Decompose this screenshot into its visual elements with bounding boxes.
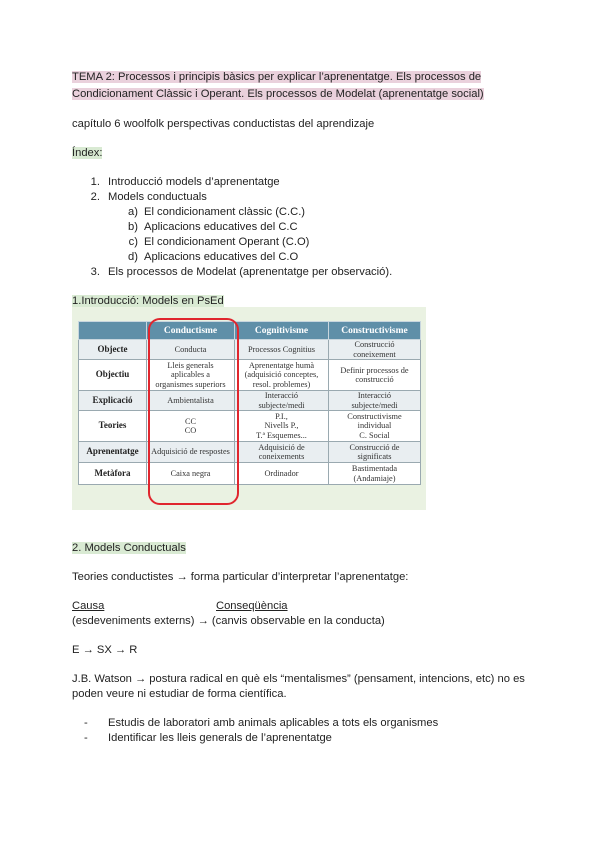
- formula: E → SX → R: [72, 644, 138, 656]
- table-cell-line: aplicables a: [171, 370, 210, 380]
- table-header-cell: [79, 322, 147, 340]
- list-item: - Estudis de laboratori amb animals aplicables a tots els organismes: [84, 717, 439, 729]
- watson-line-1: J.B. Watson → postura radical en què els “mentalismes” (pensament, intencions, etc) no es: [72, 673, 525, 685]
- table-row: [79, 360, 421, 391]
- table-cell-line: P.I.,: [275, 411, 288, 421]
- index-heading: Índex:: [72, 147, 103, 159]
- table-cell-line: Processos Cognitius: [247, 344, 316, 354]
- table-row-header: Teories: [79, 411, 147, 442]
- table-cell-line: subjecte/medi: [258, 400, 305, 410]
- table-row-header: Aprenentatge: [79, 442, 147, 463]
- table-cell: [329, 463, 421, 485]
- consequencia-label: Conseqüència: [216, 600, 288, 612]
- table-row: [79, 442, 421, 463]
- highlight-circle: [148, 318, 239, 505]
- table-cell-line: Aprenentatge humà: [248, 360, 315, 370]
- table-header-cell: Conductisme: [147, 322, 235, 340]
- table-cell-line: Conducta: [174, 344, 207, 354]
- section-1-heading: 1.Introducció: Models en PsEd: [72, 295, 224, 307]
- table-cell-line: coneixements: [258, 452, 305, 461]
- table-cell-line: Adquisició de: [258, 442, 305, 452]
- table-row: [79, 340, 421, 360]
- table-cell-line: Caixa negra: [170, 468, 211, 478]
- table-cell: [329, 391, 421, 411]
- table-cell-line: resol. problemes): [252, 379, 311, 389]
- watson-line-2: poden veure ni estudiar de forma científica.: [72, 688, 287, 700]
- table-row: [79, 411, 421, 442]
- table-cell-line: Interacció: [357, 391, 392, 400]
- list-item: b) Aplicacions educatives del C.C: [128, 221, 298, 233]
- table-cell-line: Nivells P.,: [264, 421, 299, 431]
- table-cell: [329, 411, 421, 442]
- table-row-header: Explicació: [79, 391, 147, 411]
- table-cell: [235, 463, 329, 485]
- table-cell: [329, 442, 421, 463]
- table-cell: [235, 340, 329, 360]
- table-cell-line: (Andamiaje): [353, 473, 396, 483]
- table-cell-line: Construcció de: [349, 442, 400, 452]
- list-item: - Identificar les lleis generals de l’aprenentatge: [84, 732, 332, 744]
- table-cell-line: Lleis generals: [167, 360, 214, 370]
- list-item: 1. Introducció models d’aprenentatge: [90, 176, 280, 188]
- models-table-image: [72, 307, 426, 510]
- table-cell: [235, 442, 329, 463]
- table-cell-line: (adquisició conceptes,: [244, 370, 319, 380]
- list-item: d) Aplicacions educatives del C.O: [128, 251, 299, 263]
- causa-label: Causa: [72, 600, 105, 612]
- table-cell-line: T.ª Esquemes...: [256, 430, 307, 440]
- table-cell: [329, 360, 421, 391]
- table-row-header: Objecte: [79, 340, 147, 360]
- table-cell-line: CC: [184, 416, 197, 426]
- table-header-cell: Cognitivisme: [235, 322, 329, 340]
- table-cell-line: CO: [184, 426, 197, 435]
- table-cell-line: Ambientalista: [167, 395, 214, 405]
- table-cell-line: Construcció: [354, 340, 395, 349]
- list-item: c) El condicionament Operant (C.O): [128, 236, 310, 248]
- table-cell-line: significats: [357, 452, 392, 461]
- list-item: 2. Models conductuals: [90, 191, 207, 203]
- table-cell-line: subjecte/medi: [351, 400, 398, 410]
- table-cell-line: organismes superiors: [155, 379, 226, 389]
- subtitle: capítulo 6 woolfolk perspectivas conductistas del aprendizaje: [72, 118, 375, 130]
- table-row: [79, 463, 421, 485]
- table-cell: [235, 360, 329, 391]
- table-cell-line: individual: [357, 421, 392, 431]
- table-cell-line: Bastimentada: [351, 464, 398, 473]
- table-row-header: Objectiu: [79, 360, 147, 391]
- table-header-cell: Constructivisme: [329, 322, 421, 340]
- list-item: a) El condicionament clàssic (C.C.): [128, 206, 306, 218]
- models-table: [78, 321, 421, 485]
- table-cell-line: Adquisició de respostes: [151, 447, 230, 457]
- table-cell-line: Constructivisme: [347, 411, 402, 421]
- table-cell-line: Interacció: [264, 391, 299, 400]
- doc-title-line-2: Condicionament Clàssic i Operant. Els processos de Modelat (aprenentatge social): [72, 88, 484, 100]
- teories-line: Teories conductistes → forma particular d’interpretar l’aprenentatge:: [72, 571, 409, 583]
- table-cell-line: construcció: [355, 375, 394, 384]
- table-cell: [329, 340, 421, 360]
- table-cell: [235, 411, 329, 442]
- table-row-header: Metàfora: [79, 463, 147, 485]
- section-2-heading: 2. Models Conductuals: [72, 542, 186, 554]
- causa-line: (esdeveniments externs) → (canvis observable en la conducta): [72, 615, 385, 627]
- table-cell-line: C. Social: [359, 430, 390, 440]
- list-item: 3. Els processos de Modelat (aprenentatge per observació).: [90, 266, 393, 278]
- table-cell-line: Definir processos de: [340, 365, 409, 375]
- table-cell-line: coneixement: [353, 349, 396, 359]
- table-header-row: [79, 322, 421, 340]
- table-row: [79, 391, 421, 411]
- table-cell: [235, 391, 329, 411]
- doc-title-line-1: TEMA 2: Processos i principis bàsics per explicar l’aprenentatge. Els processos de: [72, 71, 482, 83]
- table-cell-line: Ordinador: [264, 468, 299, 478]
